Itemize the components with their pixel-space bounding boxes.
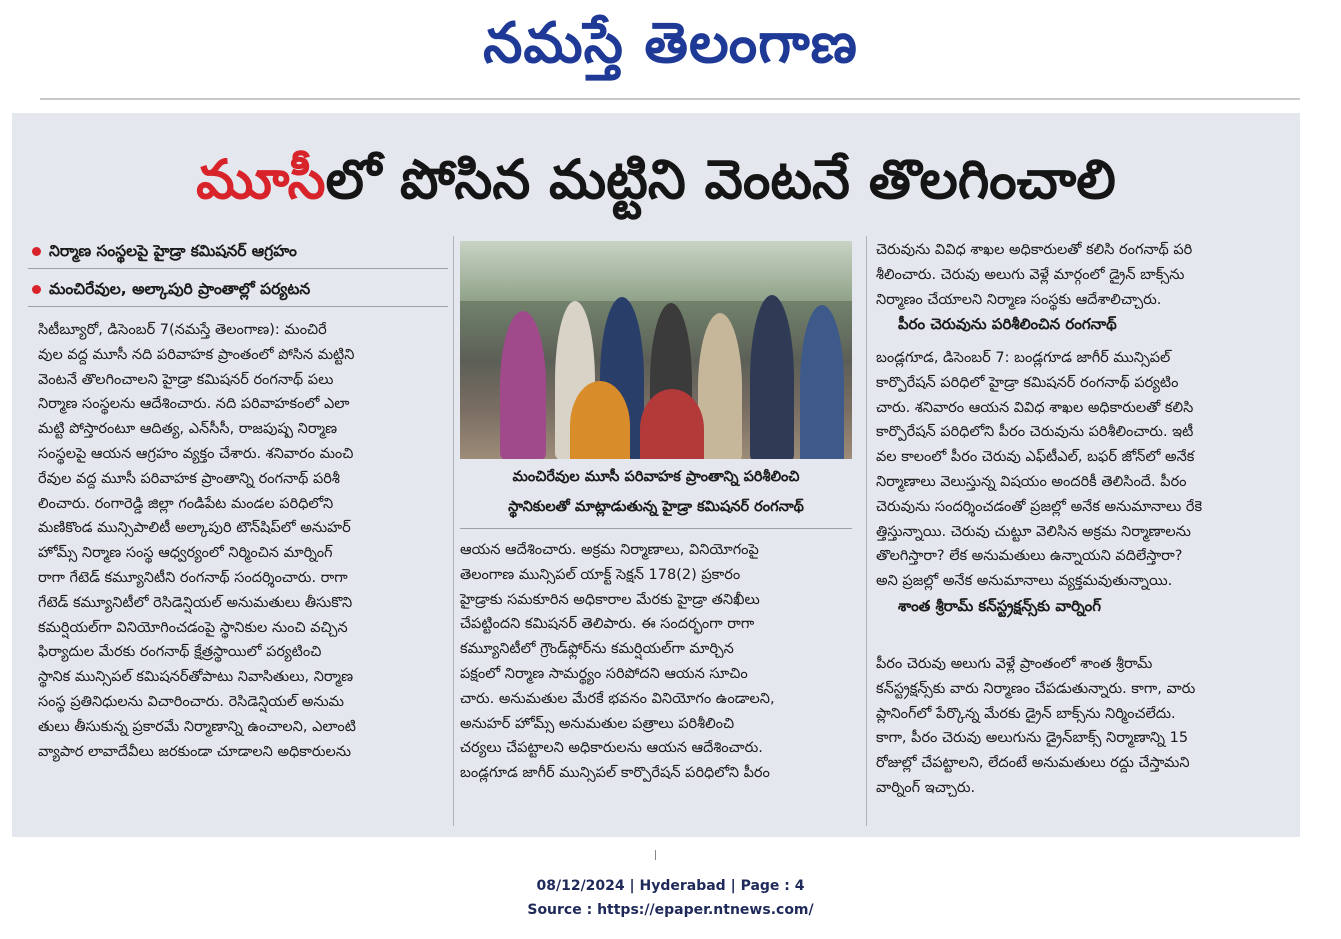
text-line: పక్షంలో నిర్మాణ సామర్థ్యం సరిపోదని ఆయన సూచిం xyxy=(460,665,748,682)
text-line: స్థానిక మున్సిపల్ కమిషనర్‌తోపాటు నివాసితులు, నిర్మాణ xyxy=(38,669,354,686)
edition-info: 08/12/2024 | Hyderabad | Page : 4 xyxy=(536,878,805,894)
text-line: వ్యాపార లావాదేవీలు జరకుండా చూడాలని అధికారులను xyxy=(38,743,351,760)
article-column-3-intro xyxy=(876,238,1286,337)
text-line: ప్లానింగ్‌లో పేర్కొన్న మేరకు డ్రైన్ బాక్స్‌ను నిర్మించలేదు. xyxy=(876,705,1176,722)
text-line: రేవుల వద్ద మూసీ పరివాహక ప్రాంతాన్ని రంగనాథ్ పరిశీ xyxy=(38,470,340,487)
text-line: సిటీబ్యూరో, డిసెంబర్ 7(నమస్తే తెలంగాణ): మంచిరే xyxy=(38,322,327,338)
text-line: సంస్థ ప్రతినిధులను విచారించారు. రెసిడెన్షియల్ అనుమ xyxy=(38,693,344,710)
text-line: వుల వద్ద మూసీ నది పరివాహక ప్రాంతంలో పోసిన మట్టిని xyxy=(38,346,355,363)
headline-rest: లో పోసిన మట్టిని వెంటనే తొలగించాలి xyxy=(325,148,1116,211)
article-column-3-end xyxy=(876,652,1286,801)
column-divider xyxy=(453,236,454,826)
text-line: చారు. శనివారం ఆయన వివిధ శాఖల అధికారులతో కలిసి xyxy=(876,399,1194,416)
text-line: హైడ్రాకు సమకూరిన అధికారాల మేరకు హైడ్రా తనిఖీలు xyxy=(460,591,760,608)
text-line: మట్టి పోస్తారంటూ ఆదిత్య, ఎన్‌సీసీ, రాజపుష్ప నిర్మాణ xyxy=(38,421,338,438)
text-line: కమర్షియల్‌గా వినియోగించడంపై స్థానికుల నుంచి వచ్చిన xyxy=(38,619,348,636)
top-divider xyxy=(40,98,1300,100)
source-link[interactable]: Source : https://epaper.ntnews.com/ xyxy=(527,902,814,918)
photo-figure xyxy=(800,305,844,459)
text-line: శీలించారు. చెరువు అలుగు వెళ్లే మార్గంలో డ్రైన్ బాక్స్‌ను xyxy=(876,266,1185,283)
photo-caption xyxy=(460,462,852,526)
bullet-point-1 xyxy=(28,236,448,266)
text-line: తెలంగాణ మున్సిపల్ యాక్ట్ సెక్షన్ 178(2) ప్రకారం xyxy=(460,566,741,583)
article-column-1 xyxy=(38,318,446,764)
masthead-logo: నమస్తే తెలంగాణ xyxy=(483,10,858,76)
text-line: వెంటనే తొలగించాలని హైడ్రా కమిషనర్ రంగనాథ్ పలు xyxy=(38,371,334,388)
text-line: కమ్యూనిటీలో గ్రౌండ్‌ఫ్లోర్‌ను కమర్షియల్‌గా మార్చిన xyxy=(460,641,734,658)
bullet-dot-icon xyxy=(32,285,41,294)
text-line: వార్నింగ్ ఇచ్చారు. xyxy=(876,779,976,796)
text-line: అని ప్రజల్లో అనేక అనుమానాలు వ్యక్తమవుతున్నాయి. xyxy=(876,573,1173,590)
text-line: వల కాలంలో పీరం చెరువు ఎఫ్‌టీఎల్, బఫర్ జోన్‌లో అనేక xyxy=(876,449,1195,466)
text-line: తులు తీసుకున్న ప్రకారమే నిర్మాణాన్ని ఉంచాలని, ఎలాంటి xyxy=(38,718,356,735)
text-line: పీరం చెరువు అలుగు వెళ్లే ప్రాంతంలో శాంత శ్రీరామ్ xyxy=(876,656,1153,672)
column-divider xyxy=(866,236,867,826)
page-fold-mark xyxy=(655,850,656,860)
text-line: గేటెడ్ కమ్యూనిటీలో రెసిడెన్షియల్ అనుమతులు తీసుకొని xyxy=(38,594,353,611)
text-line: బండ్లగూడ జాగీర్ మున్సిపల్ కార్పొరేషన్ పరిధిలోని పీరం xyxy=(460,765,770,782)
article-column-3-body xyxy=(876,346,1286,619)
text-line: చర్యలు చేపట్టాలని అధికారులను ఆయన ఆదేశించారు. xyxy=(460,740,763,757)
bullet-divider xyxy=(28,268,448,269)
text-line: ఫిర్యాదుల మేరకు రంగనాథ్ క్షేత్రస్థాయిలో పర్యటించి xyxy=(38,644,322,661)
caption-line: మంచిరేవుల మూసీ పరివాహక ప్రాంతాన్ని పరిశీలించి xyxy=(512,469,800,485)
text-line: హోమ్స్ నిర్మాణ సంస్థ ఆధ్వర్యంలో నిర్మించిన మార్నింగ్ xyxy=(38,545,333,562)
section-subhead: శాంత శ్రీరామ్ కన్‌స్ట్రక్షన్స్‌కు వార్నింగ్ xyxy=(898,596,1101,615)
bullet-divider xyxy=(28,306,448,307)
section-subhead: పీరం చెరువును పరిశీలించిన రంగనాథ్ xyxy=(898,315,1117,334)
photo-figure xyxy=(698,313,742,459)
text-line: ఆయన ఆదేశించారు. అక్రమ నిర్మాణాలు, వినియోగంపై xyxy=(460,542,759,558)
text-line: తొలగిస్తారా? లేక అనుమతులు ఉన్నాయని వదిలేస్తారా? xyxy=(876,548,1183,565)
text-line: కార్పొరేషన్ పరిధిలో హైడ్రా కమిషనర్ రంగనాథ్ పర్యటిం xyxy=(876,374,1179,391)
text-line: చేపట్టిందని కమిషనర్ తెలిపారు. ఈ సందర్భంగా రాగా xyxy=(460,616,755,633)
text-line: లించారు. రంగారెడ్డి జిల్లా గండిపేట మండల పరిధిలోని xyxy=(38,495,334,512)
text-line: కార్పొరేషన్ పరిధిలోని పీరం చెరువును పరిశీలించారు. ఇటీ xyxy=(876,424,1194,441)
text-line: నిర్మాణ సంస్థలను ఆదేశించారు. నది పరివాహకంలో ఎలా xyxy=(38,396,350,413)
text-line: నిర్మాణాలు వెలుస్తున్న విషయం అందరికీ తెలిసిందే. పీరం xyxy=(876,473,1187,490)
news-photo xyxy=(460,241,852,459)
text-line: నిర్మాణం చేయాలని నిర్మాణ సంస్థకు ఆదేశాలిచ్చారు. xyxy=(876,291,1162,308)
caption-divider xyxy=(460,528,852,529)
bullet-point-2 xyxy=(28,274,448,304)
caption-line: స్థానికులతో మాట్లాడుతున్న హైడ్రా కమిషనర్ రంగనాథ్ xyxy=(508,499,804,515)
headline-accent: మూసీ xyxy=(196,148,326,211)
bullet-dot-icon xyxy=(32,247,41,256)
text-line: త్తిస్తున్నాయి. చెరువు చుట్టూ వెలిసిన అక్రమ నిర్మాణాలను xyxy=(876,523,1191,540)
text-line: చెరువును సందర్శించడంతో ప్రజల్లో అనేక అనుమానాలు రేకె xyxy=(876,498,1203,515)
bullet-text: మంచిరేవుల, అల్కాపురి ప్రాంతాల్లో పర్యటన xyxy=(49,280,311,298)
photo-figure xyxy=(750,295,794,459)
text-line: సంస్థలపై ఆయన ఆగ్రహం వ్యక్తం చేశారు. శనివారం మంచి xyxy=(38,445,354,462)
text-line: కాగా, పీరం చెరువు అలుగును డ్రైన్‌బాక్స్ నిర్మాణాన్ని 15 xyxy=(876,730,1189,747)
text-line: అనుహర్ హోమ్స్ అనుమతుల పత్రాలు పరిశీలించి xyxy=(460,715,735,732)
text-line: బండ్లగూడ, డిసెంబర్ 7: బండ్లగూడ జాగీర్ మున్సిపల్ xyxy=(876,350,1171,366)
photo-figure xyxy=(500,311,546,459)
photo-background xyxy=(460,241,852,301)
text-line: చెరువును వివిధ శాఖల అధికారులతో కలిసి రంగనాథ్ పరి xyxy=(876,242,1193,258)
text-line: రాగా గేటెడ్ కమ్యూనిటీని రంగనాథ్ సందర్శించారు. రాగా xyxy=(38,569,348,586)
article-column-2 xyxy=(460,538,860,786)
text-line: కన్‌స్ట్రక్షన్స్‌కు వారు నిర్మాణం చేపడుతున్నారు. కాగా, వారు xyxy=(876,680,1196,697)
text-line: రోజుల్లో చేపట్టాలని, లేదంటే అనుమతులు రద్దు చేస్తామని xyxy=(876,755,1190,772)
photo-figure xyxy=(640,389,704,459)
text-line: మణికొండ మున్సిపాలిటీ అల్కాపురి టౌన్‌షిప్‌లో అనుహర్ xyxy=(38,520,351,537)
headline xyxy=(12,140,1300,220)
bullet-text: నిర్మాణ సంస్థలపై హైడ్రా కమిషనర్ ఆగ్రహం xyxy=(49,242,297,260)
text-line: చారు. అనుమతుల మేరకే భవనం వినియోగం ఉండాలని, xyxy=(460,690,775,707)
